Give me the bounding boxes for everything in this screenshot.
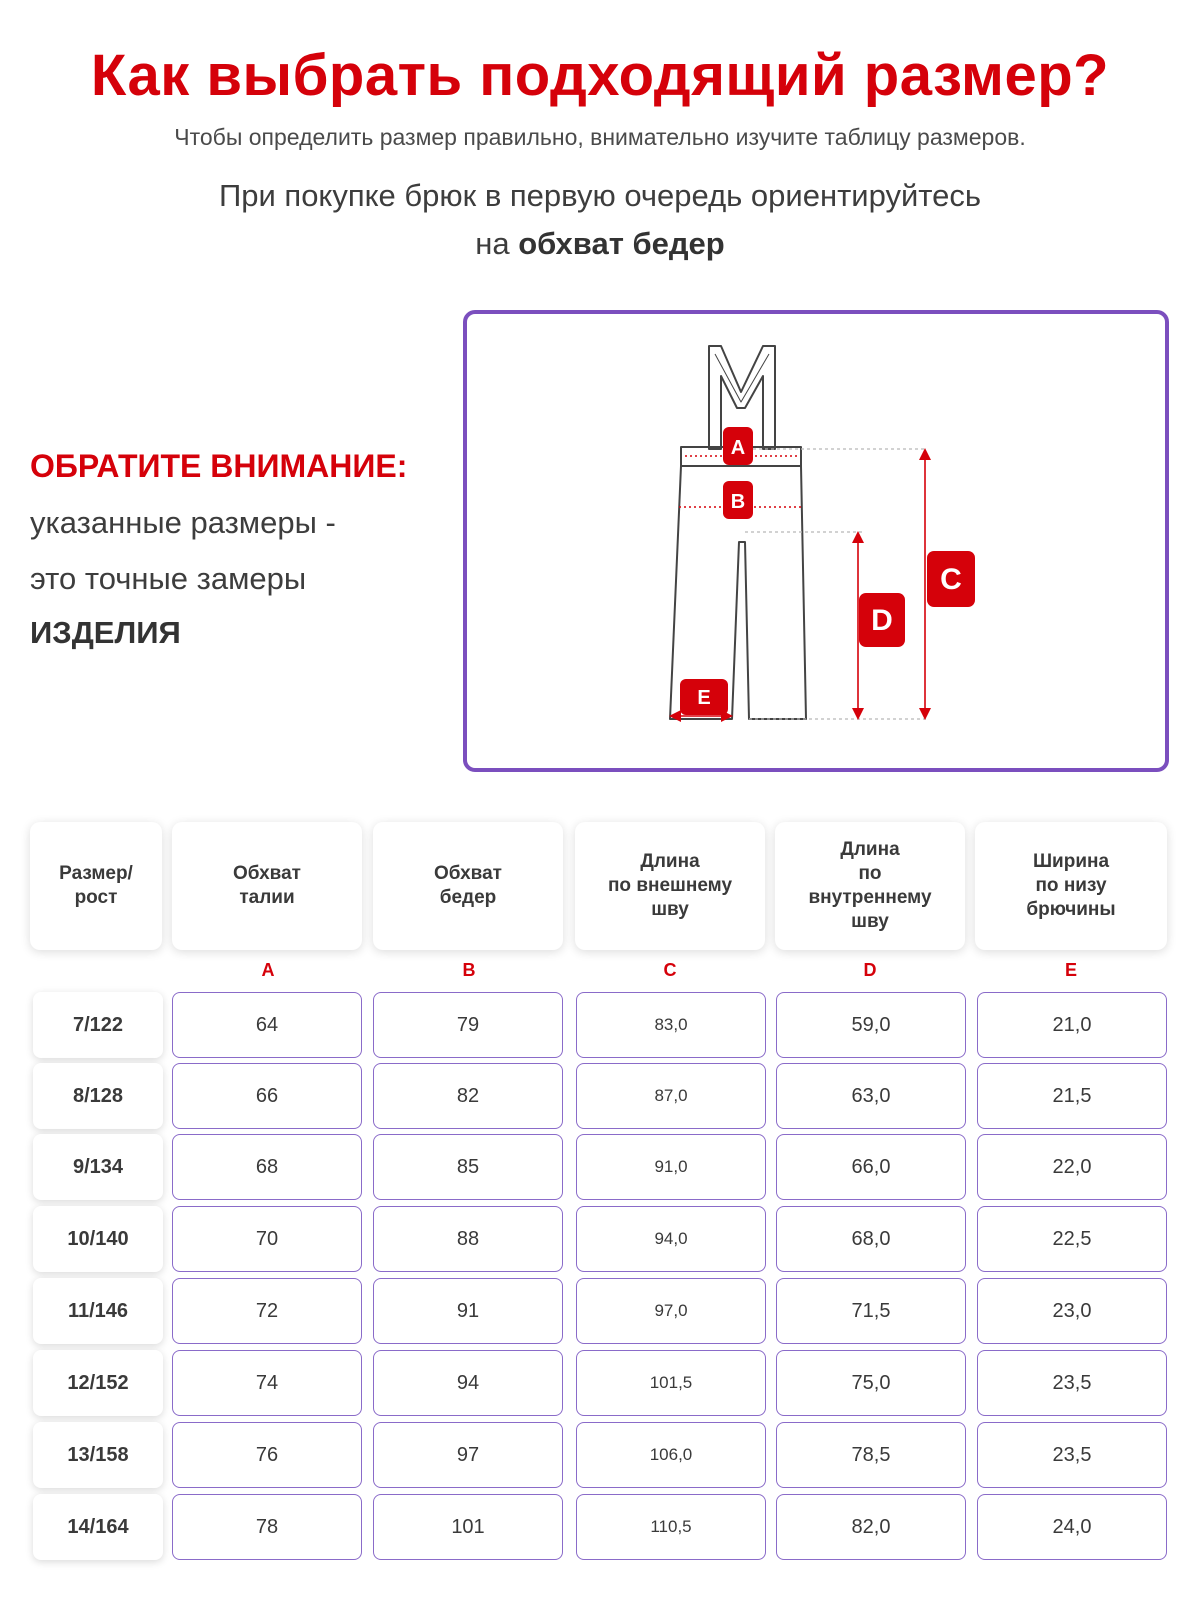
size-cell: 13/158: [33, 1422, 163, 1488]
column-letter-e: E: [1064, 960, 1077, 980]
outer-seam-cell: 101,5: [576, 1350, 766, 1416]
header-size: Размер/ рост: [30, 822, 162, 950]
leg-width-cell: 23,5: [977, 1350, 1167, 1416]
hip-note-bold: обхват бедер: [518, 226, 725, 261]
attention-line-1: указанные размеры -: [30, 505, 336, 540]
waist-cell: 72: [172, 1278, 362, 1344]
hips-cell: 97: [373, 1422, 563, 1488]
size-cell: 11/146: [33, 1278, 163, 1344]
attention-block: [30, 448, 460, 651]
size-cell: 8/128: [33, 1063, 163, 1129]
label-b: B: [730, 491, 746, 513]
waist-cell: 78: [172, 1494, 362, 1560]
column-letter-b: B: [462, 960, 476, 980]
inner-seam-cell: 82,0: [776, 1494, 966, 1560]
attention-heading: ОБРАТИТЕ ВНИМАНИЕ:: [30, 448, 408, 484]
inner-seam-cell: 59,0: [776, 992, 966, 1058]
hips-cell: 79: [373, 992, 563, 1058]
outer-seam-cell: 91,0: [576, 1134, 766, 1200]
label-c: C: [940, 563, 962, 596]
hips-cell: 82: [373, 1063, 563, 1129]
waist-cell: 76: [172, 1422, 362, 1488]
waist-cell: 66: [172, 1063, 362, 1129]
column-letter-c: C: [663, 960, 677, 980]
header-waist: Обхват талии: [172, 822, 362, 950]
waist-cell: 68: [172, 1134, 362, 1200]
hips-cell: 85: [373, 1134, 563, 1200]
header-leg-width: Ширина по низу брючины: [975, 822, 1167, 950]
inner-seam-cell: 75,0: [776, 1350, 966, 1416]
outer-seam-cell: 87,0: [576, 1063, 766, 1129]
header-inner-seam: Длина по внутреннему шву: [775, 822, 965, 950]
outer-seam-cell: 106,0: [576, 1422, 766, 1488]
inner-seam-cell: 71,5: [776, 1278, 966, 1344]
inner-seam-cell: 78,5: [776, 1422, 966, 1488]
leg-width-cell: 22,0: [977, 1134, 1167, 1200]
size-cell: 14/164: [33, 1494, 163, 1560]
waist-cell: 64: [172, 992, 362, 1058]
hips-cell: 88: [373, 1206, 563, 1272]
column-letter-d: D: [863, 960, 877, 980]
measurement-diagram: [463, 310, 1169, 772]
size-cell: 10/140: [33, 1206, 163, 1272]
hip-note: [0, 172, 1200, 268]
attention-line-2: это точные замеры: [30, 561, 307, 596]
attention-line-3: ИЗДЕЛИЯ: [30, 615, 181, 650]
leg-width-cell: 22,5: [977, 1206, 1167, 1272]
size-cell: 12/152: [33, 1350, 163, 1416]
outer-seam-cell: 110,5: [576, 1494, 766, 1560]
pants-illustration: [467, 314, 1165, 768]
label-badge-d: [859, 593, 905, 647]
hip-note-line1: При покупке брюк в первую очередь ориентируйтесь: [218, 178, 982, 213]
header-outer-seam: Длина по внешнему шву: [575, 822, 765, 950]
outer-seam-cell: 97,0: [576, 1278, 766, 1344]
hip-note-line2: [0, 220, 1200, 268]
leg-width-cell: 23,5: [977, 1422, 1167, 1488]
label-a: A: [730, 437, 746, 459]
inner-seam-cell: 66,0: [776, 1134, 966, 1200]
leg-width-cell: 24,0: [977, 1494, 1167, 1560]
inner-seam-cell: 68,0: [776, 1206, 966, 1272]
label-badge-a: [723, 427, 753, 465]
leg-width-cell: 21,5: [977, 1063, 1167, 1129]
label-badge-b: [723, 481, 753, 519]
leg-width-cell: 21,0: [977, 992, 1167, 1058]
page-subtitle: Чтобы определить размер правильно, внимательно изучите таблицу размеров.: [174, 124, 1026, 150]
header-hips: Обхват бедер: [373, 822, 563, 950]
label-d: D: [871, 604, 893, 637]
hips-cell: 94: [373, 1350, 563, 1416]
inner-seam-cell: 63,0: [776, 1063, 966, 1129]
size-cell: 9/134: [33, 1134, 163, 1200]
hips-cell: 101: [373, 1494, 563, 1560]
leg-width-cell: 23,0: [977, 1278, 1167, 1344]
label-badge-c: [927, 551, 975, 607]
hip-note-prefix: на: [475, 226, 519, 261]
page-title: Как выбрать подходящий размер?: [90, 43, 1110, 108]
label-e: E: [697, 687, 711, 709]
waist-cell: 70: [172, 1206, 362, 1272]
hips-cell: 91: [373, 1278, 563, 1344]
outer-seam-cell: 94,0: [576, 1206, 766, 1272]
column-letter-a: A: [261, 960, 275, 980]
waist-cell: 74: [172, 1350, 362, 1416]
label-badge-e: [680, 679, 728, 715]
outer-seam-cell: 83,0: [576, 992, 766, 1058]
size-cell: 7/122: [33, 992, 163, 1058]
